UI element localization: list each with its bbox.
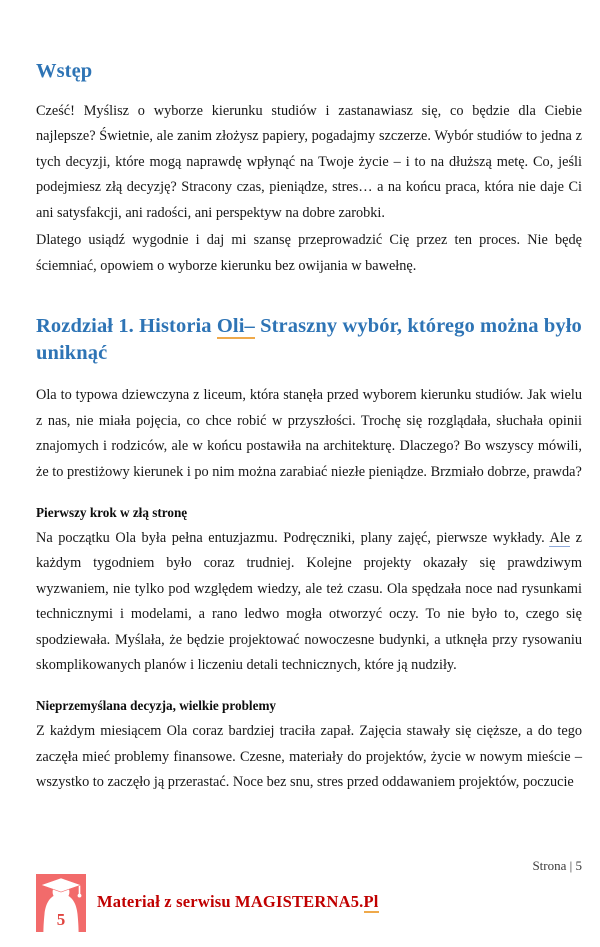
section-1-text-part-1: Na początku Ola była pełna entuzjazmu. Podręczniki, plany zajęć, pierwsze wykłady.: [36, 529, 550, 546]
page-content: [36, 58, 582, 795]
paragraph-intro-2: Dlatego usiądź wygodnie i daj mi szansę przeprowadzić Cię przez ten proces. Nie będę ściemniać, opowiem o wyborze kierunku bez owijania w bawełnę.: [36, 232, 582, 274]
section-1-text-part-2: z każdym tygodniem było coraz trudniej. Kolejne projekty okazały się prawdziwym wyzwaniem, nie tylko pod względem wiedzy, ale też czasu. Ola spędzała noce nad rysunkami technicznymi i modelami, a rano ledwo mogła otworzyć oczy. To nie było to, czego się spodziewała. Myślała, że będzie projektować nowoczesne budynki, a utknęła przy rysowaniu skomplikowanych planów i liczeniu detali technicznych, które ją nudziły.: [36, 529, 583, 673]
brand-text: [97, 892, 379, 914]
chapter-title-part-2: Straszny wybór, którego można było uniknąć: [36, 315, 582, 365]
paragraph-chapter-intro: Ola to typowa dziewczyna z liceum, która stanęła przed wyborem kierunku studiów. Jak wielu z nas, nie miała pojęcia, co chce robić w przyszłości. Trochę się rozglądała, słuchała opinii znajomych i rodziców, ale w końcu postawiła na architekturę. Dlaczego? Bo wszyscy mówili, że to prestiżowy kierunek i po nim można zarabiać niezłe pieniądze. Brzmiało dobrze, prawda?: [36, 387, 582, 480]
heading-wstep: Wstęp: [36, 60, 93, 82]
heading-rozdzial-1: [36, 313, 582, 367]
chapter-title-grammar-flagged[interactable]: Oli–: [216, 315, 255, 338]
page-number: Strona | 5: [532, 858, 582, 873]
footer-branding: [36, 874, 379, 932]
brand-text-prefix: Materiał z serwisu MAGISTERNA5.: [97, 892, 364, 911]
chapter-title-part-1: Rozdział 1. Historia: [36, 315, 217, 338]
section-1-spell-flagged[interactable]: Ale: [549, 529, 571, 546]
logo-number-text: 5: [56, 910, 66, 929]
magisterna5-logo: [36, 874, 86, 932]
paragraph-section-1: [36, 526, 582, 679]
subheading-nieprzemyslana-decyzja: Nieprzemyślana decyzja, wielkie problemy: [36, 698, 277, 714]
subheading-pierwszy-krok: Pierwszy krok w złą stronę: [36, 504, 188, 520]
paragraph-section-2: Z każdym miesiącem Ola coraz bardziej traciła zapał. Zajęcia stawały się cięższe, a do tego zaczęła mieć problemy finansowe. Czesne, materiały do projektów, życie w nowym mieście – wszystko to zaczęło ją przerastać. Noce bez snu, stres przed oddawaniem projektów, poczucie: [36, 723, 582, 791]
brand-text-suffix-flagged[interactable]: Pl: [363, 892, 379, 911]
paragraph-intro-1: Cześć! Myślisz o wyborze kierunku studiów i zastanawiasz się, co będzie dla Ciebie najlepsze? Świetnie, ale zanim złożysz papiery, pogadajmy szczerze. Wybór studiów to jedna z tych decyzji, które mogą naprawdę wpłynąć na Twoje życie – i to na dłuższą metę. Co, jeśli podejmiesz złą decyzję? Stracony czas, pieniądze, stres… a na końcu praca, która nie daje Ci ani satysfakcji, ani radości, ani perspektyw na dobre zarobki.: [36, 103, 582, 221]
